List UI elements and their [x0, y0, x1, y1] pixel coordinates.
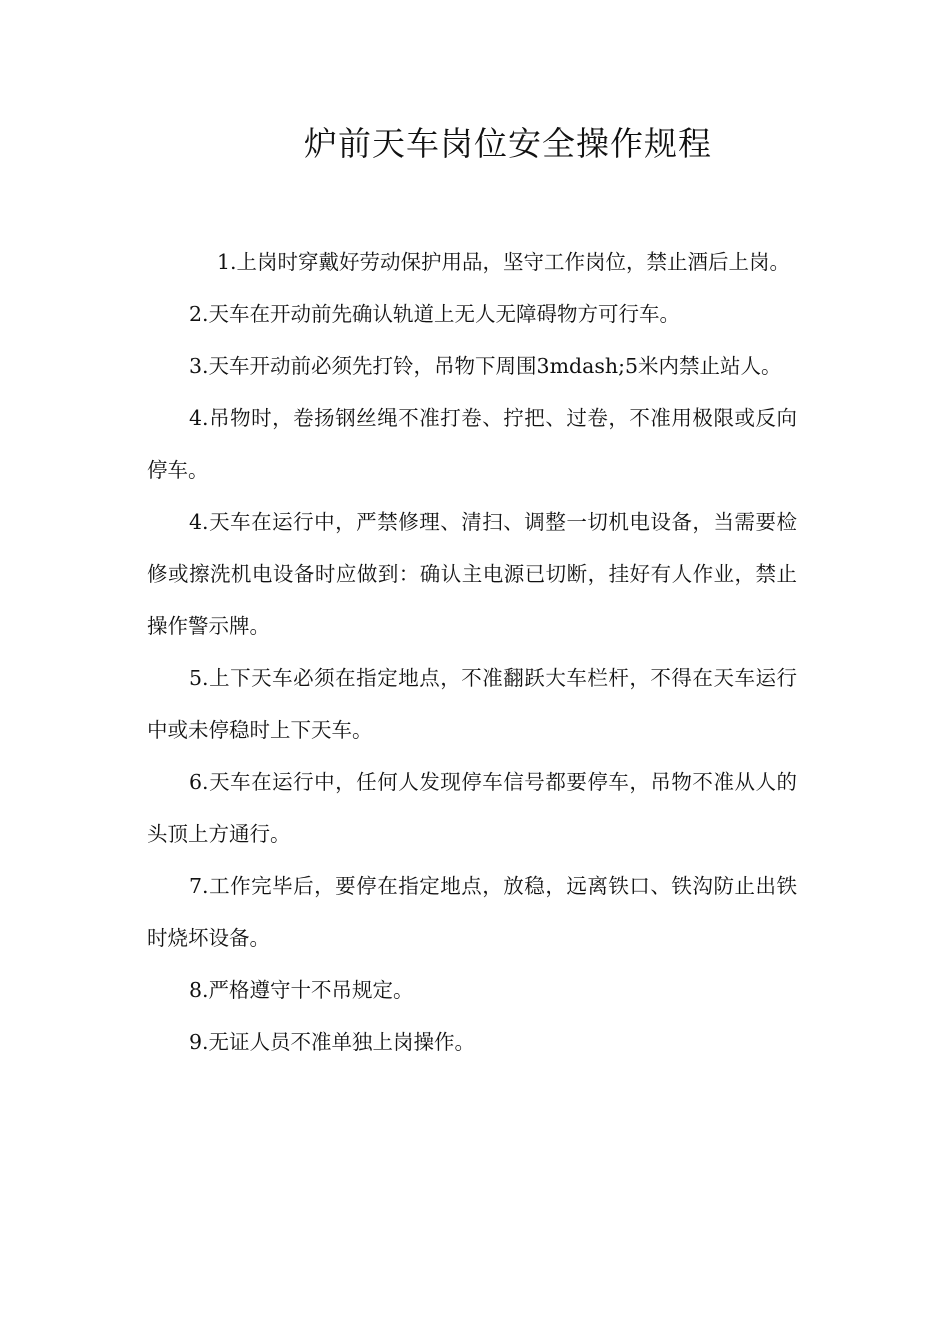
document-title: 炉前天车岗位安全操作规程 — [304, 124, 712, 163]
document-body — [147, 236, 797, 1068]
rule-paragraph-3: 3.天车开动前必须先打铃，吊物下周围3mdash;5米内禁止站人。 — [189, 354, 782, 378]
rule-paragraph-6: 6.天车在运行中，任何人发现停车信号都要停车，吊物不准从人的头顶上方通行。 — [147, 770, 797, 846]
rule-paragraph-1: 1.上岗时穿戴好劳动保护用品，坚守工作岗位，禁止酒后上岗。 — [217, 250, 791, 274]
rule-paragraph-7: 7.工作完毕后，要停在指定地点，放稳，远离铁口、铁沟防止出铁时烧坏设备。 — [147, 874, 797, 950]
rule-paragraph-5: 5.上下天车必须在指定地点，不准翻跃大车栏杆，不得在天车运行中或未停稳时上下天车。 — [147, 666, 797, 742]
rule-paragraph-4b: 4.天车在运行中，严禁修理、清扫、调整一切机电设备，当需要检修或擦洗机电设备时应做到：确认主电源已切断，挂好有人作业，禁止操作警示牌。 — [147, 510, 797, 638]
rule-paragraph-9: 9.无证人员不准单独上岗操作。 — [189, 1030, 476, 1054]
rule-paragraph-8: 8.严格遵守十不吊规定。 — [189, 978, 414, 1002]
rule-paragraph-4: 4.吊物时，卷扬钢丝绳不准打卷、拧把、过卷，不准用极限或反向停车。 — [147, 406, 797, 482]
rule-paragraph-2: 2.天车在开动前先确认轨道上无人无障碍物方可行车。 — [189, 302, 681, 326]
